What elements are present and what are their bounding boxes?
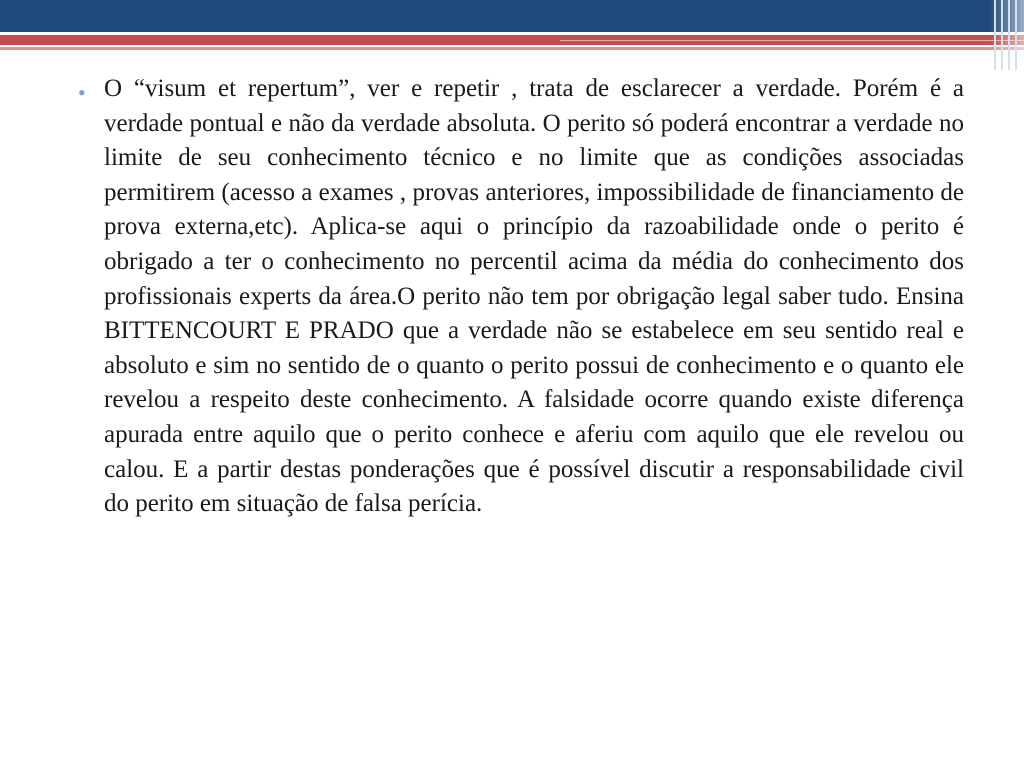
header-accent-line — [560, 40, 1024, 71]
header-stripe — [1015, 0, 1017, 70]
bullet-item — [78, 72, 964, 522]
slide-body — [78, 72, 964, 522]
header-stripe — [1001, 0, 1003, 70]
bullet-text: O “visum et repertum”, ver e repetir , trata de esclarecer a verdade. Porém é a verdade pontual e não da verdade absoluta. O perito só poderá encontrar a verdade no limite de seu conhecimento técnico e no limite que as condições associadas permitirem (acesso a exames , provas anteriores, impossibilidade de financiamento de prova externa,etc). Aplica-se aqui o princípio da razoabilidade onde o perito é obrigado a ter o conhecimento no percentil acima da média do conhecimento dos profissionais experts da área.O perito não tem por obrigação legal saber tudo. Ensina BITTENCOURT E PRADO que a verdade não se estabelece em seu sentido real e absoluto e sim no sentido de o quanto o perito possui de conhecimento e o quanto ele revelou a respeito deste conhecimento. A falsidade ocorre quando existe diferença apurada entre aquilo que o perito conhece e aferiu com aquilo que ele revelou ou calou. E a partir destas ponderações que é possível discutir a responsabilidade civil do perito em situação de falsa perícia. — [104, 75, 964, 518]
header-stripe — [994, 0, 996, 70]
bullet-dot-icon: • — [78, 80, 86, 105]
header-blue-bar — [0, 0, 1024, 32]
header-stripe — [1008, 0, 1010, 70]
